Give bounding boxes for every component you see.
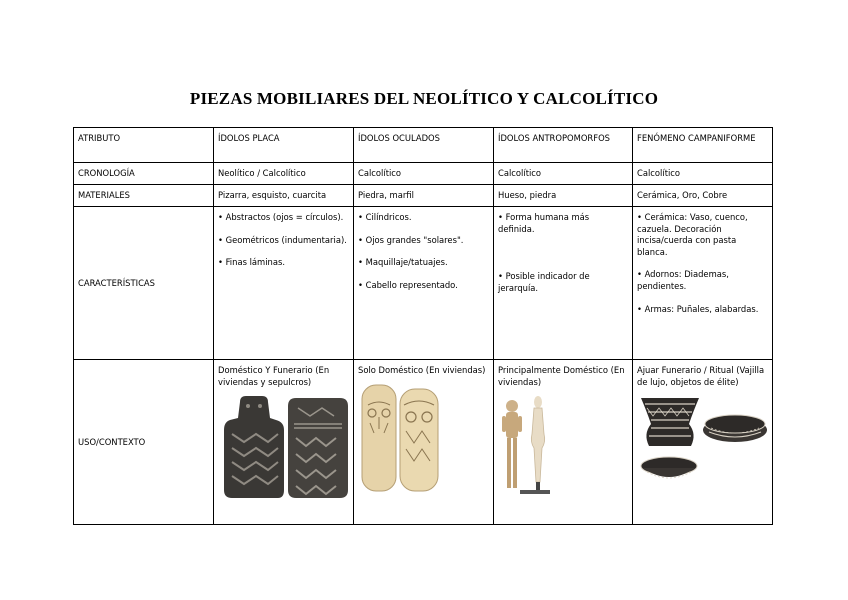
page-title: PIEZAS MOBILIARES DEL NEOLÍTICO Y CALCOLÍTICO bbox=[189, 89, 659, 108]
cell-text: Ajuar Funerario / Ritual (Vajilla de lujo, objetos de élite) bbox=[637, 365, 765, 387]
bullet-item: • Ojos grandes "solares". bbox=[358, 234, 464, 245]
idolos-placa-illustration bbox=[218, 394, 350, 506]
bullet-item: • Abstractos (ojos = círculos). bbox=[218, 212, 344, 222]
table-cell: Pizarra, esquisto, cuarcita bbox=[214, 185, 354, 207]
bullet-item: • Cerámica: Vaso, cuenco, cazuela. Decoración incisa/cuerda con pasta blanca. bbox=[637, 212, 748, 257]
cell-text: Solo Doméstico (En viviendas) bbox=[358, 365, 486, 375]
cuenco-bowl bbox=[641, 457, 697, 478]
plaque-idol-left bbox=[224, 396, 284, 498]
image-idolos-placa bbox=[218, 394, 349, 506]
campaniforme-illustration bbox=[637, 394, 769, 506]
cell-text: Doméstico Y Funerario (En viviendas y sepulcros) bbox=[218, 365, 330, 387]
table-cell: Calcolítico bbox=[354, 163, 494, 185]
bullet-item: • Maquillaje/tatuajes. bbox=[358, 257, 448, 268]
bell-beaker bbox=[641, 398, 699, 446]
table-cell bbox=[354, 360, 494, 525]
table-cell bbox=[633, 207, 773, 360]
table-cell: Piedra, marfil bbox=[354, 185, 494, 207]
bullet-item: • Armas: Puñales, alabardas. bbox=[637, 303, 759, 314]
table-cell bbox=[214, 360, 354, 525]
cylinder-idol-right bbox=[400, 389, 438, 491]
table-row-materiales bbox=[74, 185, 773, 207]
cazuela-bowl bbox=[703, 415, 767, 442]
table-cell bbox=[494, 207, 633, 360]
table-row-caracteristicas bbox=[74, 207, 773, 360]
bullet-item: • Posible indicador de jerarquía. bbox=[498, 271, 590, 293]
table-cell bbox=[214, 207, 354, 360]
image-idolos-antropomorfos bbox=[498, 394, 628, 506]
image-idolos-oculados bbox=[358, 383, 489, 495]
row-label: CARACTERÍSTICAS bbox=[74, 207, 214, 360]
bullet-item: • Forma humana más definida. bbox=[498, 212, 590, 234]
table-cell: Calcolítico bbox=[633, 163, 773, 185]
comparison-table bbox=[73, 127, 773, 525]
header-cell: ÍDOLOS ANTROPOMORFOS bbox=[494, 128, 633, 163]
table-cell bbox=[354, 207, 494, 360]
stone-idol-right bbox=[520, 396, 550, 494]
bullet-item: • Adornos: Diademas, pendientes. bbox=[637, 269, 729, 291]
bullet-item: • Geométricos (indumentaria). bbox=[218, 234, 347, 245]
row-label: MATERIALES bbox=[74, 185, 214, 207]
bullet-item: • Cilíndricos. bbox=[358, 212, 412, 222]
plaque-idol-right bbox=[288, 398, 348, 498]
table-row-cronologia bbox=[74, 163, 773, 185]
cell-text: Principalmente Doméstico (En viviendas) bbox=[498, 365, 625, 387]
bullet-item: • Cabello representado. bbox=[358, 279, 458, 290]
table-cell bbox=[494, 360, 633, 525]
table-row-uso bbox=[74, 360, 773, 525]
header-cell: ÍDOLOS PLACA bbox=[214, 128, 354, 163]
table-header-row bbox=[74, 128, 773, 163]
table-cell: Calcolítico bbox=[494, 163, 633, 185]
table-cell bbox=[633, 360, 773, 525]
image-campaniforme bbox=[637, 394, 768, 506]
row-label: CRONOLOGÍA bbox=[74, 163, 214, 185]
row-label: USO/CONTEXTO bbox=[74, 360, 214, 525]
header-cell: ATRIBUTO bbox=[74, 128, 214, 163]
idolos-oculados-illustration bbox=[358, 383, 490, 495]
header-cell: ÍDOLOS OCULADOS bbox=[354, 128, 494, 163]
table-cell: Cerámica, Oro, Cobre bbox=[633, 185, 773, 207]
table-cell: Hueso, piedra bbox=[494, 185, 633, 207]
idolos-antropomorfos-illustration bbox=[498, 394, 630, 506]
cylinder-idol-left bbox=[362, 385, 396, 491]
table-cell: Neolítico / Calcolítico bbox=[214, 163, 354, 185]
header-cell: FENÓMENO CAMPANIFORME bbox=[633, 128, 773, 163]
bone-idol-left bbox=[502, 400, 522, 488]
bullet-item: • Finas láminas. bbox=[218, 257, 286, 268]
